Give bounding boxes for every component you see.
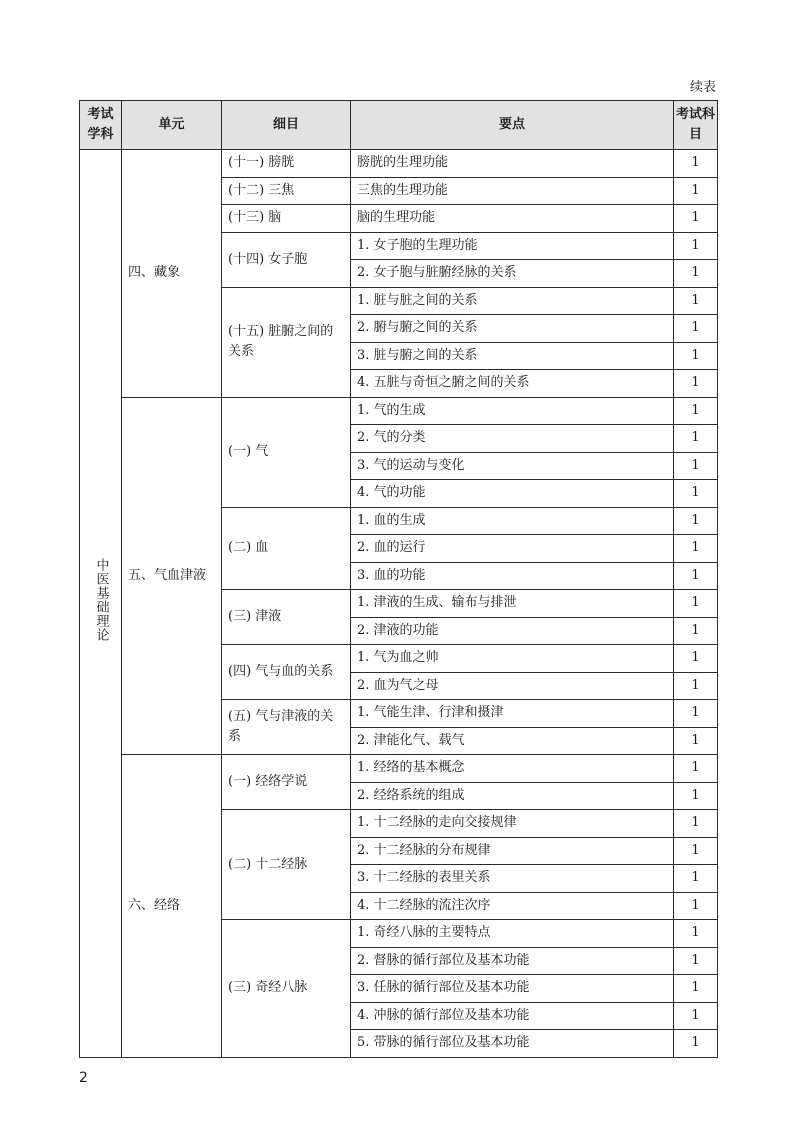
point-cell: 1. 血的生成 — [351, 507, 674, 535]
point-cell: 2. 经络系统的组成 — [351, 782, 674, 810]
detail-cell: (三) 奇经八脉 — [222, 920, 351, 1058]
exam-count-cell: 1 — [674, 892, 718, 920]
point-cell: 4. 五脏与奇恒之腑之间的关系 — [351, 370, 674, 398]
point-cell: 2. 津液的功能 — [351, 617, 674, 645]
header-detail: 细目 — [222, 101, 351, 150]
point-cell: 三焦的生理功能 — [351, 177, 674, 205]
exam-count-cell: 1 — [674, 342, 718, 370]
continued-label: 续表 — [689, 80, 716, 95]
header-subject: 考试学科 — [80, 101, 122, 150]
exam-count-cell: 1 — [674, 782, 718, 810]
table-header-row — [80, 101, 718, 150]
exam-count-cell: 1 — [674, 727, 718, 755]
exam-count-cell: 1 — [674, 287, 718, 315]
exam-count-cell: 1 — [674, 590, 718, 618]
point-cell: 1. 脏与脏之间的关系 — [351, 287, 674, 315]
point-cell: 2. 十二经脉的分布规律 — [351, 837, 674, 865]
exam-count-cell: 1 — [674, 260, 718, 288]
point-cell: 3. 十二经脉的表里关系 — [351, 865, 674, 893]
exam-count-cell: 1 — [674, 617, 718, 645]
point-cell: 1. 气为血之帅 — [351, 645, 674, 673]
point-cell: 2. 血为气之母 — [351, 672, 674, 700]
exam-count-cell: 1 — [674, 150, 718, 178]
exam-count-cell: 1 — [674, 452, 718, 480]
exam-count-cell: 1 — [674, 507, 718, 535]
point-cell: 4. 冲脉的循行部位及基本功能 — [351, 1002, 674, 1030]
exam-count-cell: 1 — [674, 425, 718, 453]
exam-count-cell: 1 — [674, 920, 718, 948]
table-row — [80, 397, 718, 425]
point-cell: 1. 气能生津、行津和摄津 — [351, 700, 674, 728]
detail-cell: (二) 血 — [222, 507, 351, 590]
point-cell: 1. 奇经八脉的主要特点 — [351, 920, 674, 948]
point-cell: 3. 血的功能 — [351, 562, 674, 590]
detail-cell: (十一) 膀胱 — [222, 150, 351, 178]
exam-count-cell: 1 — [674, 205, 718, 233]
point-cell: 1. 津液的生成、输布与排泄 — [351, 590, 674, 618]
point-cell: 2. 督脉的循行部位及基本功能 — [351, 947, 674, 975]
header-exam-subject: 考试科目 — [674, 101, 718, 150]
detail-cell: (四) 气与血的关系 — [222, 645, 351, 700]
point-cell: 膀胱的生理功能 — [351, 150, 674, 178]
exam-count-cell: 1 — [674, 645, 718, 673]
point-cell: 2. 腑与腑之间的关系 — [351, 315, 674, 343]
detail-cell: (五) 气与津液的关系 — [222, 700, 351, 755]
exam-count-cell: 1 — [674, 975, 718, 1003]
exam-count-cell: 1 — [674, 535, 718, 563]
point-cell: 2. 女子胞与脏腑经脉的关系 — [351, 260, 674, 288]
point-cell: 2. 血的运行 — [351, 535, 674, 563]
subject-label: 中医基础理论 — [93, 557, 109, 642]
point-cell: 1. 经络的基本概念 — [351, 755, 674, 783]
unit-cell: 六、经络 — [122, 755, 222, 1058]
header-unit: 单元 — [122, 101, 222, 150]
exam-count-cell: 1 — [674, 232, 718, 260]
detail-cell: (十三) 脑 — [222, 205, 351, 233]
table-body — [80, 150, 718, 1058]
point-cell: 3. 任脉的循行部位及基本功能 — [351, 975, 674, 1003]
exam-count-cell: 1 — [674, 810, 718, 838]
point-cell: 3. 脏与腑之间的关系 — [351, 342, 674, 370]
detail-cell: (一) 经络学说 — [222, 755, 351, 810]
exam-count-cell: 1 — [674, 397, 718, 425]
exam-count-cell: 1 — [674, 562, 718, 590]
subject-cell — [80, 150, 122, 1058]
detail-cell: (二) 十二经脉 — [222, 810, 351, 920]
exam-count-cell: 1 — [674, 672, 718, 700]
header-points: 要点 — [351, 101, 674, 150]
detail-cell: (十五) 脏腑之间的关系 — [222, 287, 351, 397]
exam-count-cell: 1 — [674, 1002, 718, 1030]
point-cell: 4. 十二经脉的流注次序 — [351, 892, 674, 920]
exam-count-cell: 1 — [674, 755, 718, 783]
table-row — [80, 150, 718, 178]
point-cell: 1. 气的生成 — [351, 397, 674, 425]
detail-cell: (十四) 女子胞 — [222, 232, 351, 287]
exam-count-cell: 1 — [674, 315, 718, 343]
point-cell: 2. 津能化气、载气 — [351, 727, 674, 755]
table-row — [80, 755, 718, 783]
page-number: 2 — [79, 1070, 88, 1086]
point-cell: 1. 十二经脉的走向交接规律 — [351, 810, 674, 838]
detail-cell: (一) 气 — [222, 397, 351, 507]
point-cell: 脑的生理功能 — [351, 205, 674, 233]
unit-cell: 四、藏象 — [122, 150, 222, 398]
point-cell: 3. 气的运动与变化 — [351, 452, 674, 480]
exam-count-cell: 1 — [674, 865, 718, 893]
exam-count-cell: 1 — [674, 837, 718, 865]
point-cell: 5. 带脉的循行部位及基本功能 — [351, 1030, 674, 1058]
exam-count-cell: 1 — [674, 480, 718, 508]
point-cell: 2. 气的分类 — [351, 425, 674, 453]
unit-cell: 五、气血津液 — [122, 397, 222, 755]
exam-count-cell: 1 — [674, 1030, 718, 1058]
detail-cell: (三) 津液 — [222, 590, 351, 645]
syllabus-table — [79, 100, 718, 1058]
exam-count-cell: 1 — [674, 947, 718, 975]
exam-count-cell: 1 — [674, 370, 718, 398]
exam-count-cell: 1 — [674, 700, 718, 728]
exam-count-cell: 1 — [674, 177, 718, 205]
detail-cell: (十二) 三焦 — [222, 177, 351, 205]
point-cell: 4. 气的功能 — [351, 480, 674, 508]
point-cell: 1. 女子胞的生理功能 — [351, 232, 674, 260]
